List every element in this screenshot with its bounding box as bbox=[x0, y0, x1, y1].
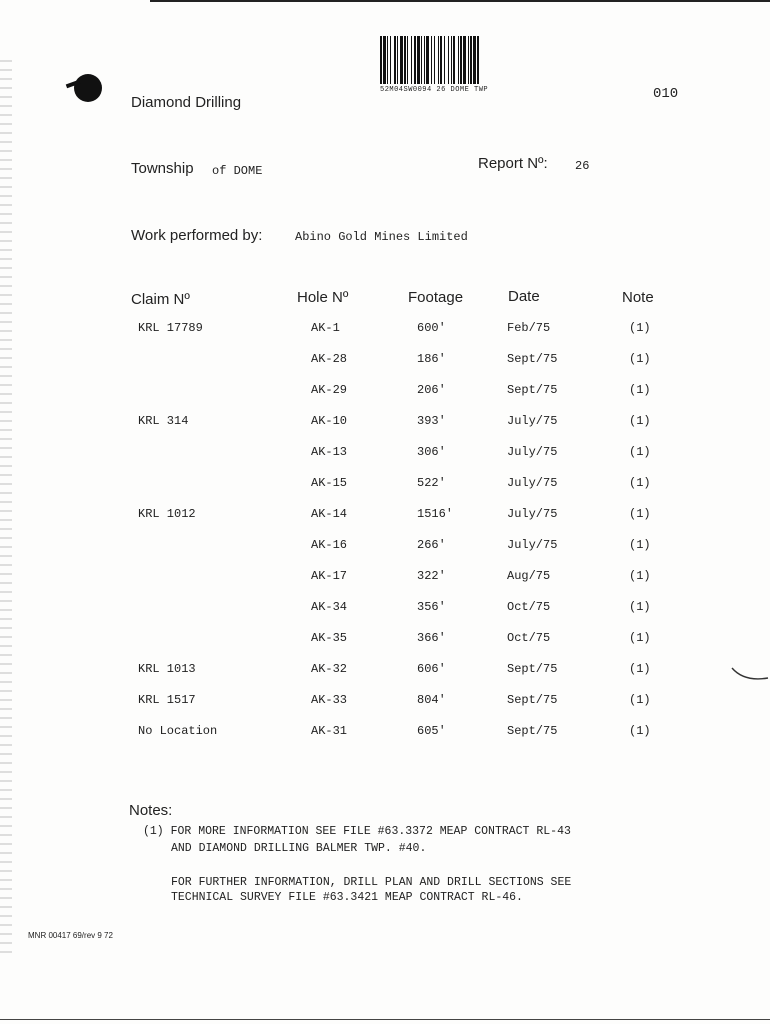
township-value: of DOME bbox=[212, 164, 263, 178]
cell-date: Oct/75 bbox=[507, 600, 551, 614]
cell-date: Sept/75 bbox=[507, 693, 558, 707]
cell-footage: 266' bbox=[417, 538, 446, 552]
work-label: Work performed by: bbox=[131, 227, 263, 244]
report-label: Report Nº: bbox=[478, 155, 548, 172]
cell-note: (1) bbox=[629, 321, 651, 335]
cell-note: (1) bbox=[629, 662, 651, 676]
margin-curve-mark bbox=[730, 660, 770, 690]
cell-hole: AK-17 bbox=[311, 569, 348, 583]
top-border bbox=[150, 0, 770, 2]
note-1-line-1: (1) FOR MORE INFORMATION SEE FILE #63.3372 MEAP CONTRACT RL-43 bbox=[143, 825, 571, 838]
cell-hole: AK-15 bbox=[311, 476, 348, 490]
cell-footage: 606' bbox=[417, 662, 446, 676]
cell-date: Sept/75 bbox=[507, 662, 558, 676]
cell-hole: AK-10 bbox=[311, 414, 348, 428]
header-footage: Footage bbox=[408, 289, 464, 306]
cell-footage: 393' bbox=[417, 414, 446, 428]
cell-note: (1) bbox=[629, 507, 651, 521]
cell-hole: AK-13 bbox=[311, 445, 348, 459]
cell-footage: 306' bbox=[417, 445, 446, 459]
cell-note: (1) bbox=[629, 631, 651, 645]
cell-claim: KRL 314 bbox=[138, 414, 189, 428]
note-2-line-1: FOR FURTHER INFORMATION, DRILL PLAN AND DRILL SECTIONS SEE bbox=[171, 876, 572, 889]
cell-hole: AK-35 bbox=[311, 631, 348, 645]
cell-note: (1) bbox=[629, 538, 651, 552]
barcode-caption: 52M04SW0094 26 DOME TWP bbox=[380, 86, 489, 94]
cell-footage: 206' bbox=[417, 383, 446, 397]
cell-note: (1) bbox=[629, 383, 651, 397]
cell-hole: AK-16 bbox=[311, 538, 348, 552]
cell-date: Feb/75 bbox=[507, 321, 551, 335]
cell-note: (1) bbox=[629, 352, 651, 366]
cell-date: July/75 bbox=[507, 445, 558, 459]
cell-footage: 186' bbox=[417, 352, 446, 366]
header-claim: Claim Nº bbox=[131, 291, 190, 308]
header-note: Note bbox=[622, 289, 654, 306]
cell-footage: 356' bbox=[417, 600, 446, 614]
cell-date: July/75 bbox=[507, 414, 558, 428]
cell-footage: 1516' bbox=[417, 507, 454, 521]
scan-edge bbox=[0, 60, 12, 960]
barcode bbox=[380, 36, 598, 84]
cell-date: July/75 bbox=[507, 507, 558, 521]
cell-note: (1) bbox=[629, 724, 651, 738]
cell-date: Sept/75 bbox=[507, 724, 558, 738]
cell-date: Sept/75 bbox=[507, 383, 558, 397]
note-1-line-2: AND DIAMOND DRILLING BALMER TWP. #40. bbox=[171, 842, 427, 855]
cell-footage: 804' bbox=[417, 693, 446, 707]
cell-date: Oct/75 bbox=[507, 631, 551, 645]
cell-hole: AK-32 bbox=[311, 662, 348, 676]
township-label: Township bbox=[131, 160, 194, 177]
cell-hole: AK-1 bbox=[311, 321, 340, 335]
cell-hole: AK-14 bbox=[311, 507, 348, 521]
cell-hole: AK-34 bbox=[311, 600, 348, 614]
cell-note: (1) bbox=[629, 414, 651, 428]
cell-date: Aug/75 bbox=[507, 569, 551, 583]
cell-footage: 522' bbox=[417, 476, 446, 490]
cell-claim: KRL 17789 bbox=[138, 321, 203, 335]
cell-hole: AK-29 bbox=[311, 383, 348, 397]
cell-claim: KRL 1013 bbox=[138, 662, 196, 676]
note-2-line-2: TECHNICAL SURVEY FILE #63.3421 MEAP CONTRACT RL-46. bbox=[171, 891, 523, 904]
cell-hole: AK-33 bbox=[311, 693, 348, 707]
cell-note: (1) bbox=[629, 569, 651, 583]
cell-footage: 605' bbox=[417, 724, 446, 738]
cell-date: Sept/75 bbox=[507, 352, 558, 366]
cell-hole: AK-31 bbox=[311, 724, 348, 738]
report-value: 26 bbox=[575, 159, 590, 173]
cell-claim: No Location bbox=[138, 724, 218, 738]
cell-note: (1) bbox=[629, 600, 651, 614]
cell-hole: AK-28 bbox=[311, 352, 348, 366]
work-value: Abino Gold Mines Limited bbox=[295, 230, 468, 244]
page-number: 010 bbox=[653, 86, 679, 102]
cell-claim: KRL 1517 bbox=[138, 693, 196, 707]
cell-footage: 600' bbox=[417, 321, 446, 335]
cell-date: July/75 bbox=[507, 538, 558, 552]
cell-footage: 366' bbox=[417, 631, 446, 645]
header-hole: Hole Nº bbox=[297, 289, 349, 306]
cell-footage: 322' bbox=[417, 569, 446, 583]
cell-note: (1) bbox=[629, 693, 651, 707]
document-title: Diamond Drilling bbox=[131, 94, 242, 111]
header-date: Date bbox=[508, 288, 540, 305]
bottom-border bbox=[0, 1019, 770, 1020]
cell-claim: KRL 1012 bbox=[138, 507, 196, 521]
ink-blot bbox=[74, 74, 102, 102]
form-code: MNR 00417 69/rev 9 72 bbox=[28, 931, 113, 940]
cell-note: (1) bbox=[629, 476, 651, 490]
cell-note: (1) bbox=[629, 445, 651, 459]
notes-label: Notes: bbox=[129, 802, 173, 819]
cell-date: July/75 bbox=[507, 476, 558, 490]
